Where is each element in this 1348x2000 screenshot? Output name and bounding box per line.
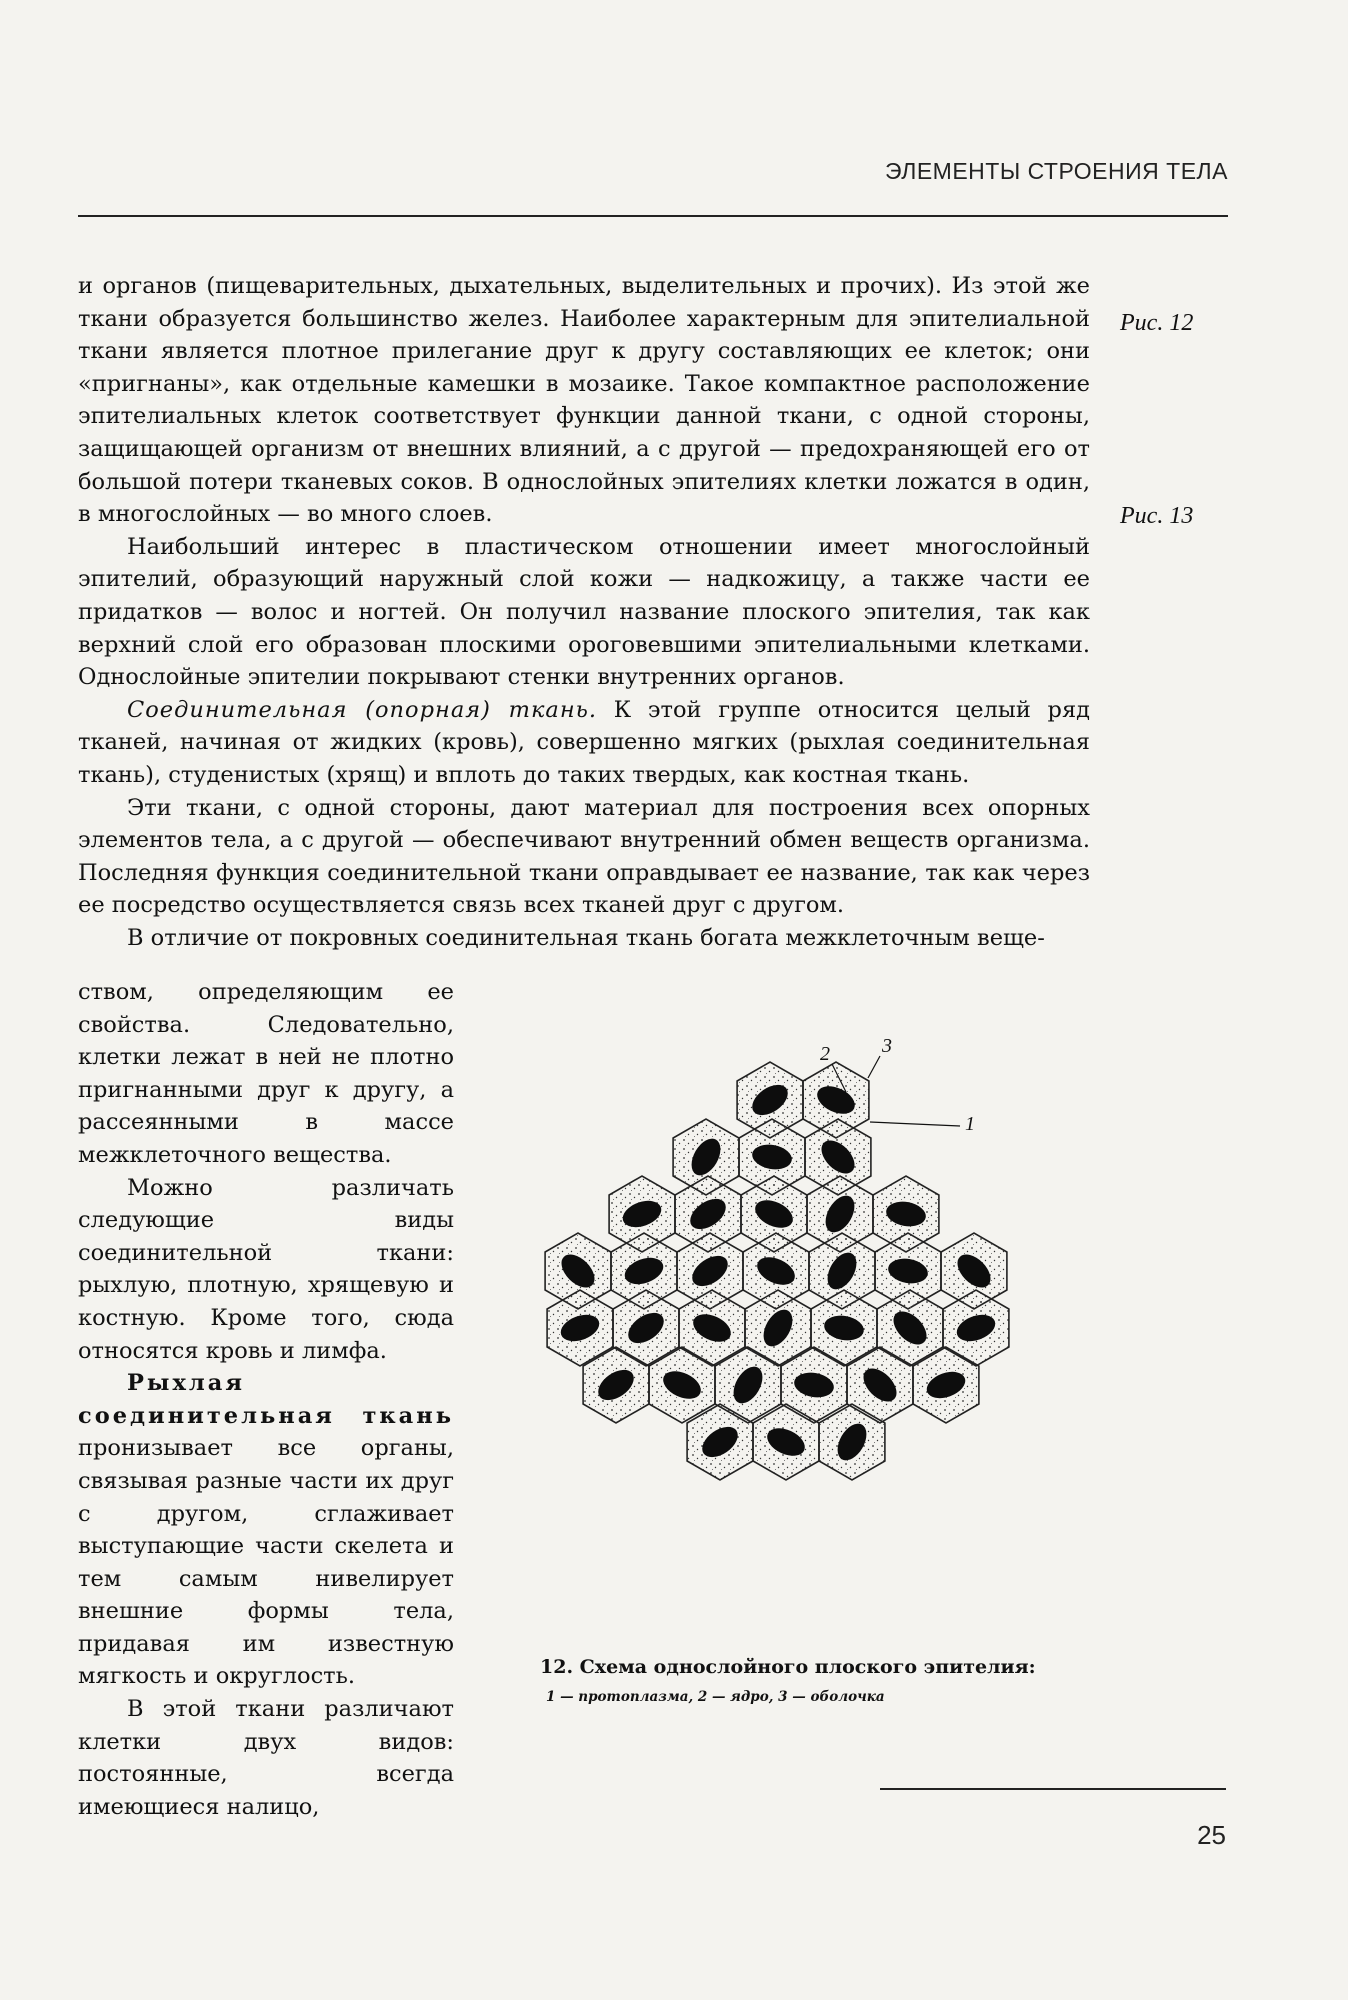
- paragraph-epithelium-intro: и органов (пищеварительных, дыхательных, выделительных и прочих). Из этой же ткани образуется большинство желез. Наиболее характерным для эпителиальной ткани является плотное прилегание друг к другу составляющих ее клеток; они «пригнаны», как отдельные камешки в мозаике. Такое компактное расположение эпителиальных клеток соответствует функции данной ткани, с одной стороны, защищающей организм от внешних влияний, а с другой — предохраняющей его от большой потери тканевых соков. В однослойных эпителиях клетки ложатся в один, в многослойных — во много слоев.: [78, 273, 1090, 528]
- figure-label-2: 2: [820, 1043, 830, 1065]
- figure-caption: [540, 1652, 1100, 1712]
- main-text-full-width: [78, 270, 1090, 954]
- figure-ref-12: Рис. 12: [1120, 310, 1194, 336]
- paragraph-loose-tissue: [78, 1367, 454, 1693]
- figure-ref-13: Рис. 13: [1120, 503, 1194, 529]
- page-number: 25: [1197, 1820, 1226, 1850]
- section-heading-connective: Соединительная (опорная) ткань.: [127, 696, 598, 723]
- running-head: ЭЛЕМЕНТЫ СТРОЕНИЯ ТЕЛА: [884, 158, 1228, 184]
- paragraph-cell-types: В этой ткани различают клетки двух видов: постоянные, всегда имеющиеся налицо,: [78, 1696, 454, 1820]
- caption-legend: 1 — протоплазма, 2 — ядро, 3 — оболочка: [546, 1689, 885, 1705]
- paragraph-connective-tissue: [78, 694, 1090, 792]
- label-leader-line: [870, 1122, 960, 1126]
- figure-label-1: 1: [965, 1113, 975, 1135]
- figure-label-3: 3: [882, 1035, 892, 1057]
- epithelium-figure: [520, 1030, 1080, 1490]
- label-leader-line: [868, 1056, 880, 1078]
- loose-tissue-text: пронизывает все органы, связывая разные части их друг с другом, сглаживает выступающие части скелета и тем самым нивелирует внешние формы тела, придавая им известную мягкость и округлость.: [78, 1435, 454, 1690]
- header-divider: [78, 215, 1228, 217]
- paragraph-connective-function: Эти ткани, с одной стороны, дают материал для построения всех опорных элементов тела, а с другой — обеспечивают внутренний обмен веществ организма. Последняя функция соединительной ткани оправдывает ее название, так как через ее посредство осуществляется связь всех тканей друг с другом.: [78, 794, 1090, 919]
- main-text-column: [78, 976, 454, 1823]
- caption-title: 12. Схема однослойного плоского эпителия:: [540, 1656, 1036, 1678]
- footer-divider: [880, 1788, 1226, 1790]
- paragraph-intercellular-cont: ством, определяющим ее свойства. Следовательно, клетки лежат в ней не плотно пригнанными друг к другу, а рассеянными в массе межклеточного вещества.: [78, 979, 454, 1168]
- connective-tissue-text: К этой группе относится целый ряд тканей, начиная от жидких (кровь), совершенно мягких (рыхлая соединительная ткань), студенистых (хрящ) и вплоть до таких твердых, как костная ткань.: [78, 696, 1090, 788]
- paragraph-stratified-epithelium: Наибольший интерес в пластическом отношении имеет многослойный эпителий, образующий наружный слой кожи — надкожицу, а также части ее придатков — волос и ногтей. Он получил название плоского эпителия, так как верхний слой его образован плоскими ороговевшими эпителиальными клетками. Однослойные эпителии покрывают стенки внутренних органов.: [78, 533, 1090, 691]
- section-heading-loose: Рыхлая соединительная ткань: [78, 1370, 454, 1429]
- paragraph-intercellular-start: В отличие от покровных соединительная ткань богата межклеточным веще-: [127, 924, 1045, 951]
- epithelium-illustration: [520, 1030, 1080, 1490]
- paragraph-tissue-types: Можно различать следующие виды соединительной ткани: рыхлую, плотную, хрящевую и костную. Кроме того, сюда относятся кровь и лимфа.: [78, 1174, 454, 1364]
